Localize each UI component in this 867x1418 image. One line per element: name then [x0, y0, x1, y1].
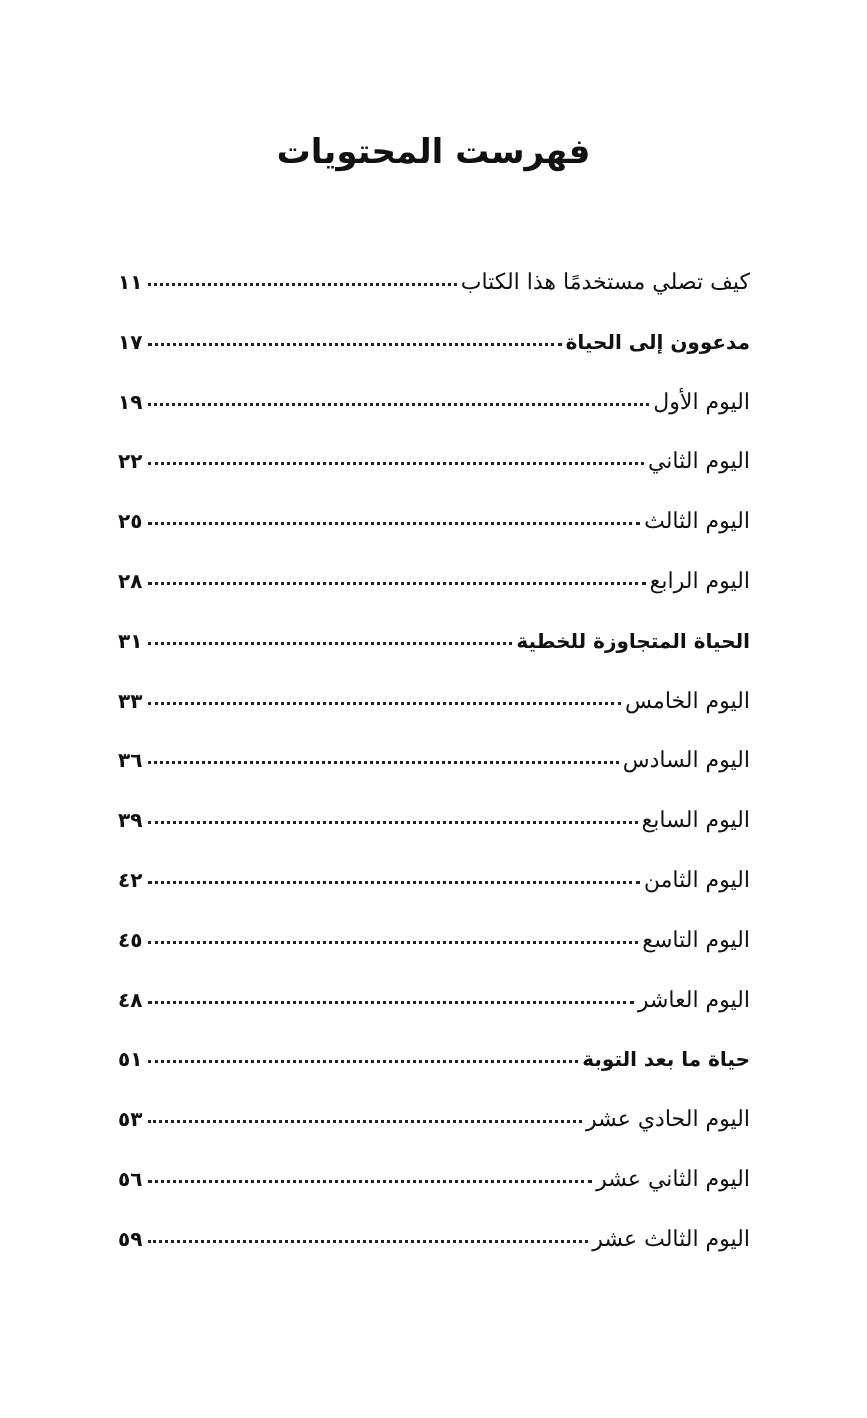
toc-entry[interactable]: [118, 1107, 750, 1167]
toc-entry-label: اليوم السادس: [622, 748, 750, 774]
toc-entry[interactable]: [118, 270, 750, 330]
toc-entry[interactable]: [118, 928, 750, 988]
dot-leader: [148, 1001, 634, 1004]
toc-entry-page: ١٩: [118, 389, 143, 414]
toc-entry[interactable]: [118, 449, 750, 509]
toc-entry[interactable]: [118, 748, 750, 808]
toc-entry[interactable]: [118, 808, 750, 868]
toc-entry[interactable]: [118, 509, 750, 569]
toc-entry-page: ١١: [118, 270, 143, 294]
toc-entry-page: ٣٩: [118, 808, 143, 833]
toc-entry-label: اليوم الرابع: [649, 568, 750, 594]
toc-entry-label: اليوم الحادي عشر: [585, 1107, 750, 1133]
dot-leader: [148, 702, 621, 705]
dot-leader: [148, 522, 640, 525]
dot-leader: [148, 283, 457, 286]
toc-entry-page: ٢٥: [118, 509, 143, 534]
toc-entry-label: حياة ما بعد التوبة: [582, 1047, 750, 1072]
toc-entry-page: ٤٨: [118, 987, 143, 1012]
toc-section-heading[interactable]: [118, 1047, 750, 1107]
dot-leader: [148, 1240, 588, 1243]
toc-entry-label: اليوم الخامس: [625, 688, 750, 714]
toc-entry-label: اليوم السابع: [641, 808, 750, 834]
toc-entry-label: اليوم العاشر: [637, 987, 750, 1013]
toc-entry-page: ٢٢: [118, 449, 143, 474]
toc-entry-label: الحياة المتجاوزة للخطية: [516, 628, 750, 653]
toc-entry-label: اليوم الثامن: [643, 867, 750, 893]
toc-entry-page: ٥١: [118, 1047, 143, 1072]
toc-entry-page: ٥٦: [118, 1166, 143, 1191]
dot-leader: [148, 941, 638, 944]
toc-entry[interactable]: [118, 689, 750, 749]
dot-leader: [148, 582, 646, 585]
dot-leader: [148, 642, 512, 645]
toc-entry-page: ٤٥: [118, 927, 143, 952]
toc-entry[interactable]: [118, 868, 750, 928]
toc-entry-page: ٣٣: [118, 688, 143, 713]
dot-leader: [148, 462, 644, 465]
toc-entry[interactable]: [118, 390, 750, 450]
dot-leader: [148, 343, 562, 346]
dot-leader: [148, 761, 619, 764]
toc-entry[interactable]: [118, 1227, 750, 1287]
toc-section-heading[interactable]: [118, 629, 750, 689]
dot-leader: [148, 1060, 578, 1063]
dot-leader: [148, 1120, 582, 1123]
toc-entry[interactable]: [118, 569, 750, 629]
toc-entry-label: اليوم الثاني: [647, 449, 750, 475]
toc-entry-label: اليوم التاسع: [642, 927, 750, 953]
toc-entry-page: ٥٩: [118, 1226, 143, 1251]
toc-entry-page: ٣٦: [118, 748, 143, 773]
toc-entry-label: اليوم الثالث: [644, 509, 750, 535]
dot-leader: [148, 881, 640, 884]
toc-entry-page: ١٧: [118, 329, 143, 354]
toc-entry-page: ٢٨: [118, 568, 143, 593]
toc-entry-label: مدعوون إلى الحياة: [565, 329, 750, 354]
toc-entry[interactable]: [118, 1167, 750, 1227]
dot-leader: [148, 403, 649, 406]
toc-entry-label: اليوم الثالث عشر: [592, 1226, 750, 1252]
toc-entry-page: ٤٢: [118, 867, 143, 892]
dot-leader: [148, 821, 638, 824]
toc-entry-page: ٣١: [118, 628, 143, 653]
page-title: فهرست المحتويات: [276, 132, 591, 172]
toc-entry[interactable]: [118, 988, 750, 1048]
dot-leader: [148, 1180, 592, 1183]
toc-entry-page: ٥٣: [118, 1107, 143, 1132]
toc-entry-label: اليوم الثاني عشر: [596, 1166, 750, 1192]
toc-entry-label: كيف تصلي مستخدمًا هذا الكتاب: [460, 270, 750, 295]
toc-entry-label: اليوم الأول: [653, 389, 750, 415]
table-of-contents: [118, 270, 750, 1287]
toc-section-heading[interactable]: [118, 330, 750, 390]
